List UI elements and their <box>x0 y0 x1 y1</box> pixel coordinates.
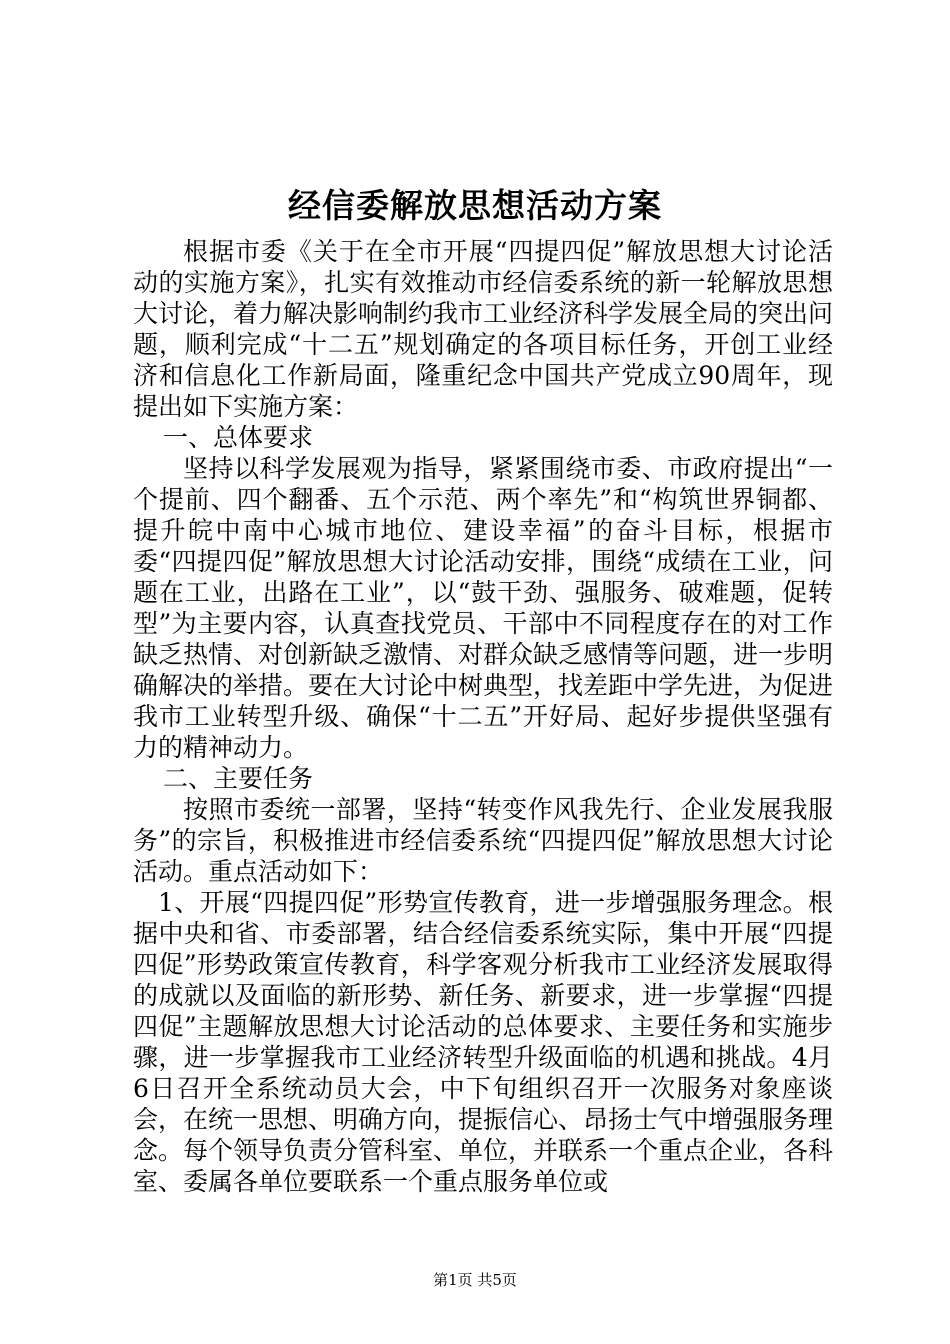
section-heading-1: 一、总体要求 <box>163 423 314 452</box>
document-title: 经信委解放思想活动方案 <box>288 186 662 225</box>
page-footer: 第1页 共5页 <box>433 1271 517 1289</box>
section-1-paragraph: 坚持以科学发展观为指导，紧紧围绕市委、市政府提出“一个提前、四个翻番、五个示范、两个率先”和“构筑世界铜都、提升皖中南中心城市地位、建设幸福”的奋斗目标，根据市委“四提四促”解放思想大讨论活动安排，围绕“成绩在工业，问题在工业，出路在工业”，以“鼓干劲、强服务、破难题，促转型”为主要内容，认真查找党员、干部中不同程度存在的对工作缺乏热情、对创新缺乏激情、对群众缺乏感情等问题，进一步明确解决的举措。要在大讨论中树典型，找差距中学先进，为促进我市工业转型升级、确保“十二五”开好局、起好步提供坚强有力的精神动力。 <box>133 454 834 762</box>
document-body <box>133 236 833 1197</box>
section-2-paragraph: 按照市委统一部署，坚持“转变作风我先行、企业发展我服务”的宗旨，积极推进市经信委系统“四提四促”解放思想大讨论活动。重点活动如下： <box>133 795 833 886</box>
task-1-paragraph: 1、开展“四提四促”形势宣传教育，进一步增强服务理念。根据中央和省、市委部署，结合经信委系统实际，集中开展“四提四促”形势政策宣传教育，科学客观分析我市工业经济发展取得的成就以及面临的新形势、新任务、新要求，进一步掌握“四提四促”主题解放思想大讨论活动的总体要求、主要任务和实施步骤，进一步掌握我市工业经济转型升级面临的机遇和挑战。4月6日召开全系统动员大会，中下旬组织召开一次服务对象座谈会，在统一思想、明确方向，提振信心、昂扬士气中增强服务理念。每个领导负责分管科室、单位，并联系一个重点企业，各科室、委属各单位要联系一个重点服务单位或 <box>133 888 834 1196</box>
section-heading-2: 二、主要任务 <box>163 764 314 793</box>
intro-paragraph: 根据市委《关于在全市开展“四提四促”解放思想大讨论活动的实施方案》，扎实有效推动市经信委系统的新一轮解放思想大讨论，着力解决影响制约我市工业经济科学发展全局的突出问题，顺利完成“十二五”规划确定的各项目标任务，开创工业经济和信息化工作新局面，隆重纪念中国共产党成立90周年，现提出如下实施方案： <box>133 237 834 421</box>
